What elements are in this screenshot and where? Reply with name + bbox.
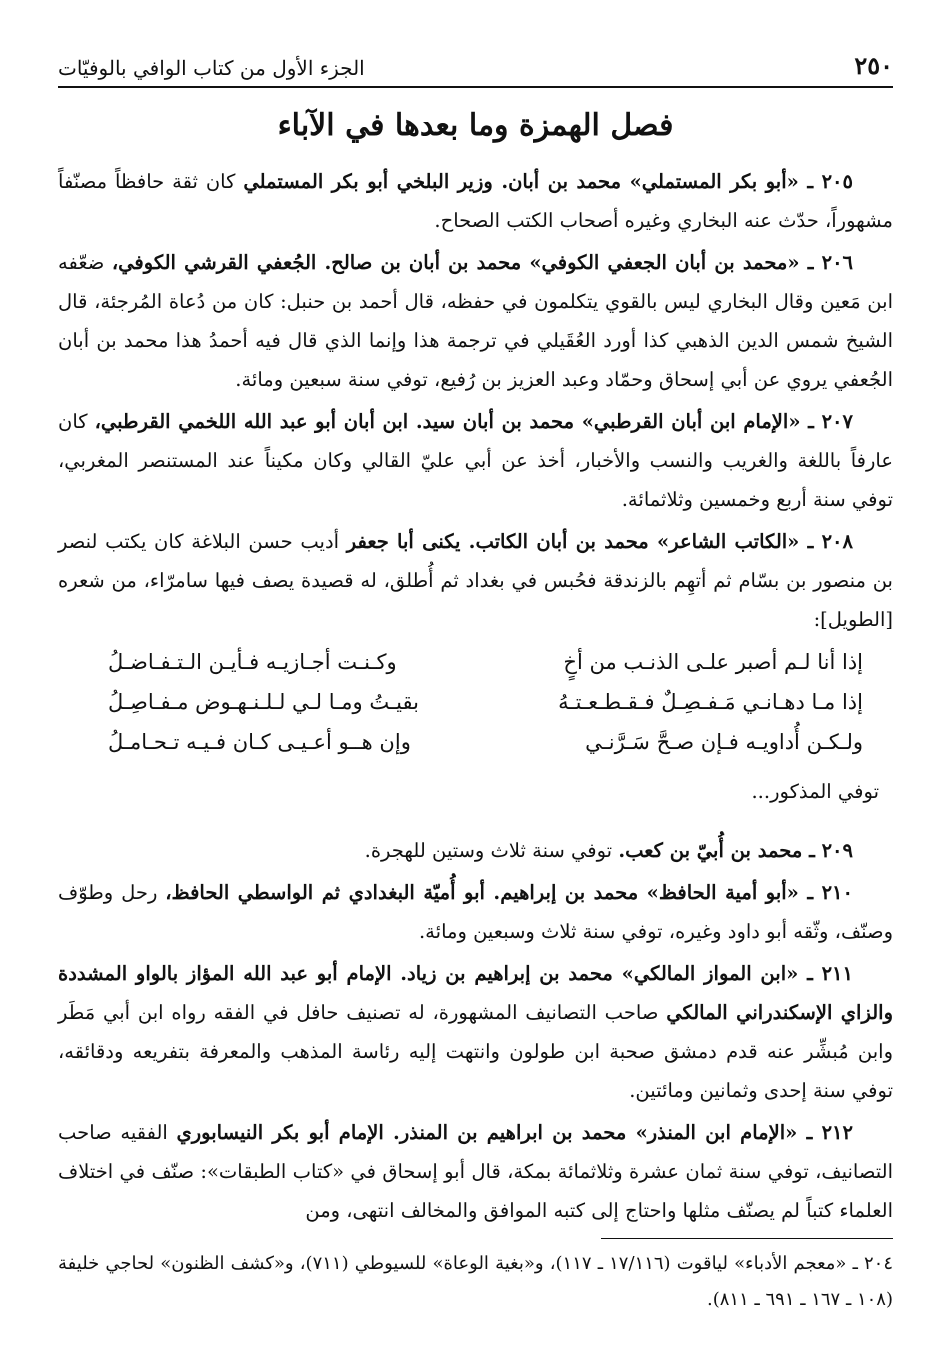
verse-1-first-hemistich: إذا أنا لـم أصبر علـى الذنـب من أخٍ [563,650,863,674]
entry-text: ضعّفه ابن مَعين وقال البخاري ليس بالقوي يتكلمون في حفظه، قال أحمد بن حنبل: كان من دُعاة المُرجئة، قال الشيخ شمس الدين الذهبي كذا أورد العُقَيلي في ترجمة هذا وإنما الذي قال فيه أحمدُ هذا محمد بن أبان الجُعفي يروي عن أبي إسحاق وحمّاد وعبد العزيز بن رُفيع، توفي سنة سبعين ومائة. [58,251,893,391]
page-number: ٢٥٠ [854,51,893,80]
entry-text: رحل وطوّف وصنّف، وثّقه أبو داود وغيره، توفي سنة ثلاث وسبعين ومائة. [58,880,893,943]
poem-after-text: توفي المذكور... [751,780,879,803]
entry-208 [58,522,893,639]
footnote: ٢٠٤ ـ «معجم الأدباء» لياقوت (١٧/١١٦ ـ ١١٧)، و«بغية الوعاة» للسيوطي (٧١١)، و«كشف الظنون» لحاجي خليفة (١٠٨ ـ ١٦٧ ـ ٦٩١ ـ ٨١١). [58,1253,894,1310]
entry-text: صاحب التصانيف المشهورة، له تصنيف حافل في الفقه رواه ابن أبي مَطَر وابن مُبشِّر عنه قدم دمشق صحبة ابن طولون وانتهت إليه رئاسة المذهب والمعرفة بتفريعه ودقائقه، توفي سنة إحدى وثمانين ومائتين. [58,1000,893,1102]
entry-heading: ٢٠٨ ـ «الكاتب الشاعر» محمد بن أبان الكاتب. يكنى أبا جعفر [346,530,853,553]
verse-3-first-hemistich: ولـكـن أُداويـه فـإن صـحَّ سَـرَّنـي [585,730,863,754]
running-title: الجزء الأول من كتاب الوافي بالوفيّات [58,56,365,80]
entry-207 [58,402,893,519]
entry-heading: ٢٠٦ ـ «محمد بن أبان الجعفي الكوفي» محمد بن أبان بن صالح. الجُعفي القرشي الكوفي، [111,251,854,274]
entry-heading: ٢١١ ـ «ابن المواز المالكي» محمد بن إبراهيم بن زياد. الإمام أبو عبد الله المؤاز بالواو المشددة والزاي الإسكندراني المالكي [58,961,893,1024]
verse-3-second-hemistich: وإن هــو أعـيـى كـان فـيـه تـحـامـلُ [108,730,411,754]
entry-heading: ٢٠٧ ـ «الإمام ابن أبان القرطبي» محمد بن أبان سيد. ابن أبان أبو عبد الله اللخمي القرطبي، [94,410,853,433]
entry-212 [58,1113,893,1230]
entry-heading: ٢١٠ ـ «أبو أمية الحافظ» محمد بن إبراهيم. أبو أُميّة البغدادي ثم الواسطي الحافظ، [165,880,853,904]
verse-2-first-hemistich: إذا مـا دهـانـي مَـفـصِـلٌ فـقـطـعـتـهُ [558,690,863,714]
entry-210 [58,873,893,951]
entry-text: توفي سنة ثلاث وستين للهجرة. [364,838,619,862]
verse-2-second-hemistich: بقيـتُ ومـا لـي لـلـنـهـوض مـفـاصِـلُ [108,690,419,714]
entry-text: الفقيه صاحب التصانيف، توفي سنة ثمان عشرة وثلاثمائة بمكة، قال أبو إسحاق في «كتاب الطبقات»: صنّف في اختلاف العلماء كتباً لم يصنّف مثلها واحتاج إلى كتبه الموافق والمخالف انتهى، ومن [58,1120,893,1222]
chapter-title: فصل الهمزة وما بعدها في الآباء [277,108,674,143]
entry-text: كان ثقة حافظاً مصنّفاً مشهوراً، حدّث عنه البخاري وغيره أصحاب الكتب الصحاح. [58,170,893,232]
main-text [58,162,893,1233]
entry-211 [58,954,893,1110]
footnote-divider [601,1238,893,1239]
entry-text: أديب حسن البلاغة كان يكتب لنصر بن منصور بن بسّام ثم أتهِم بالزندقة فحُبس في بغداد ثم أُطلق، له قصيدة يصف فيها سامرّاء، من شعره [الطويل]: [58,530,893,631]
running-header [58,48,893,88]
entry-heading: ٢١٢ ـ «الإمام ابن المنذر» محمد بن ابراهيم بن المنذر. الإمام أبو بكر النيسابوري [176,1120,853,1144]
entry-heading: ٢٠٩ ـ محمد بن أُبيّ بن كعب. [618,838,853,862]
poem-verses [58,642,893,762]
entry-206 [58,243,893,399]
entry-text: كان عارفاً باللغة والغريب والنسب والأخبار، أخذ عن أبي عليّ القالي وكان مكيناً عند المستنصر المغربي، توفي سنة أربع وخمسين وثلاثمائة. [58,410,893,511]
entry-205 [58,162,893,240]
entry-209 [58,831,893,870]
entry-heading: ٢٠٥ ـ «أبو بكر المستملي» محمد بن أبان. وزير البلخي أبو بكر المستملي [243,170,853,193]
verse-1-second-hemistich: وكـنـت أجـازيـه فـأيـن الـتـفـاضـلُ [108,650,397,674]
